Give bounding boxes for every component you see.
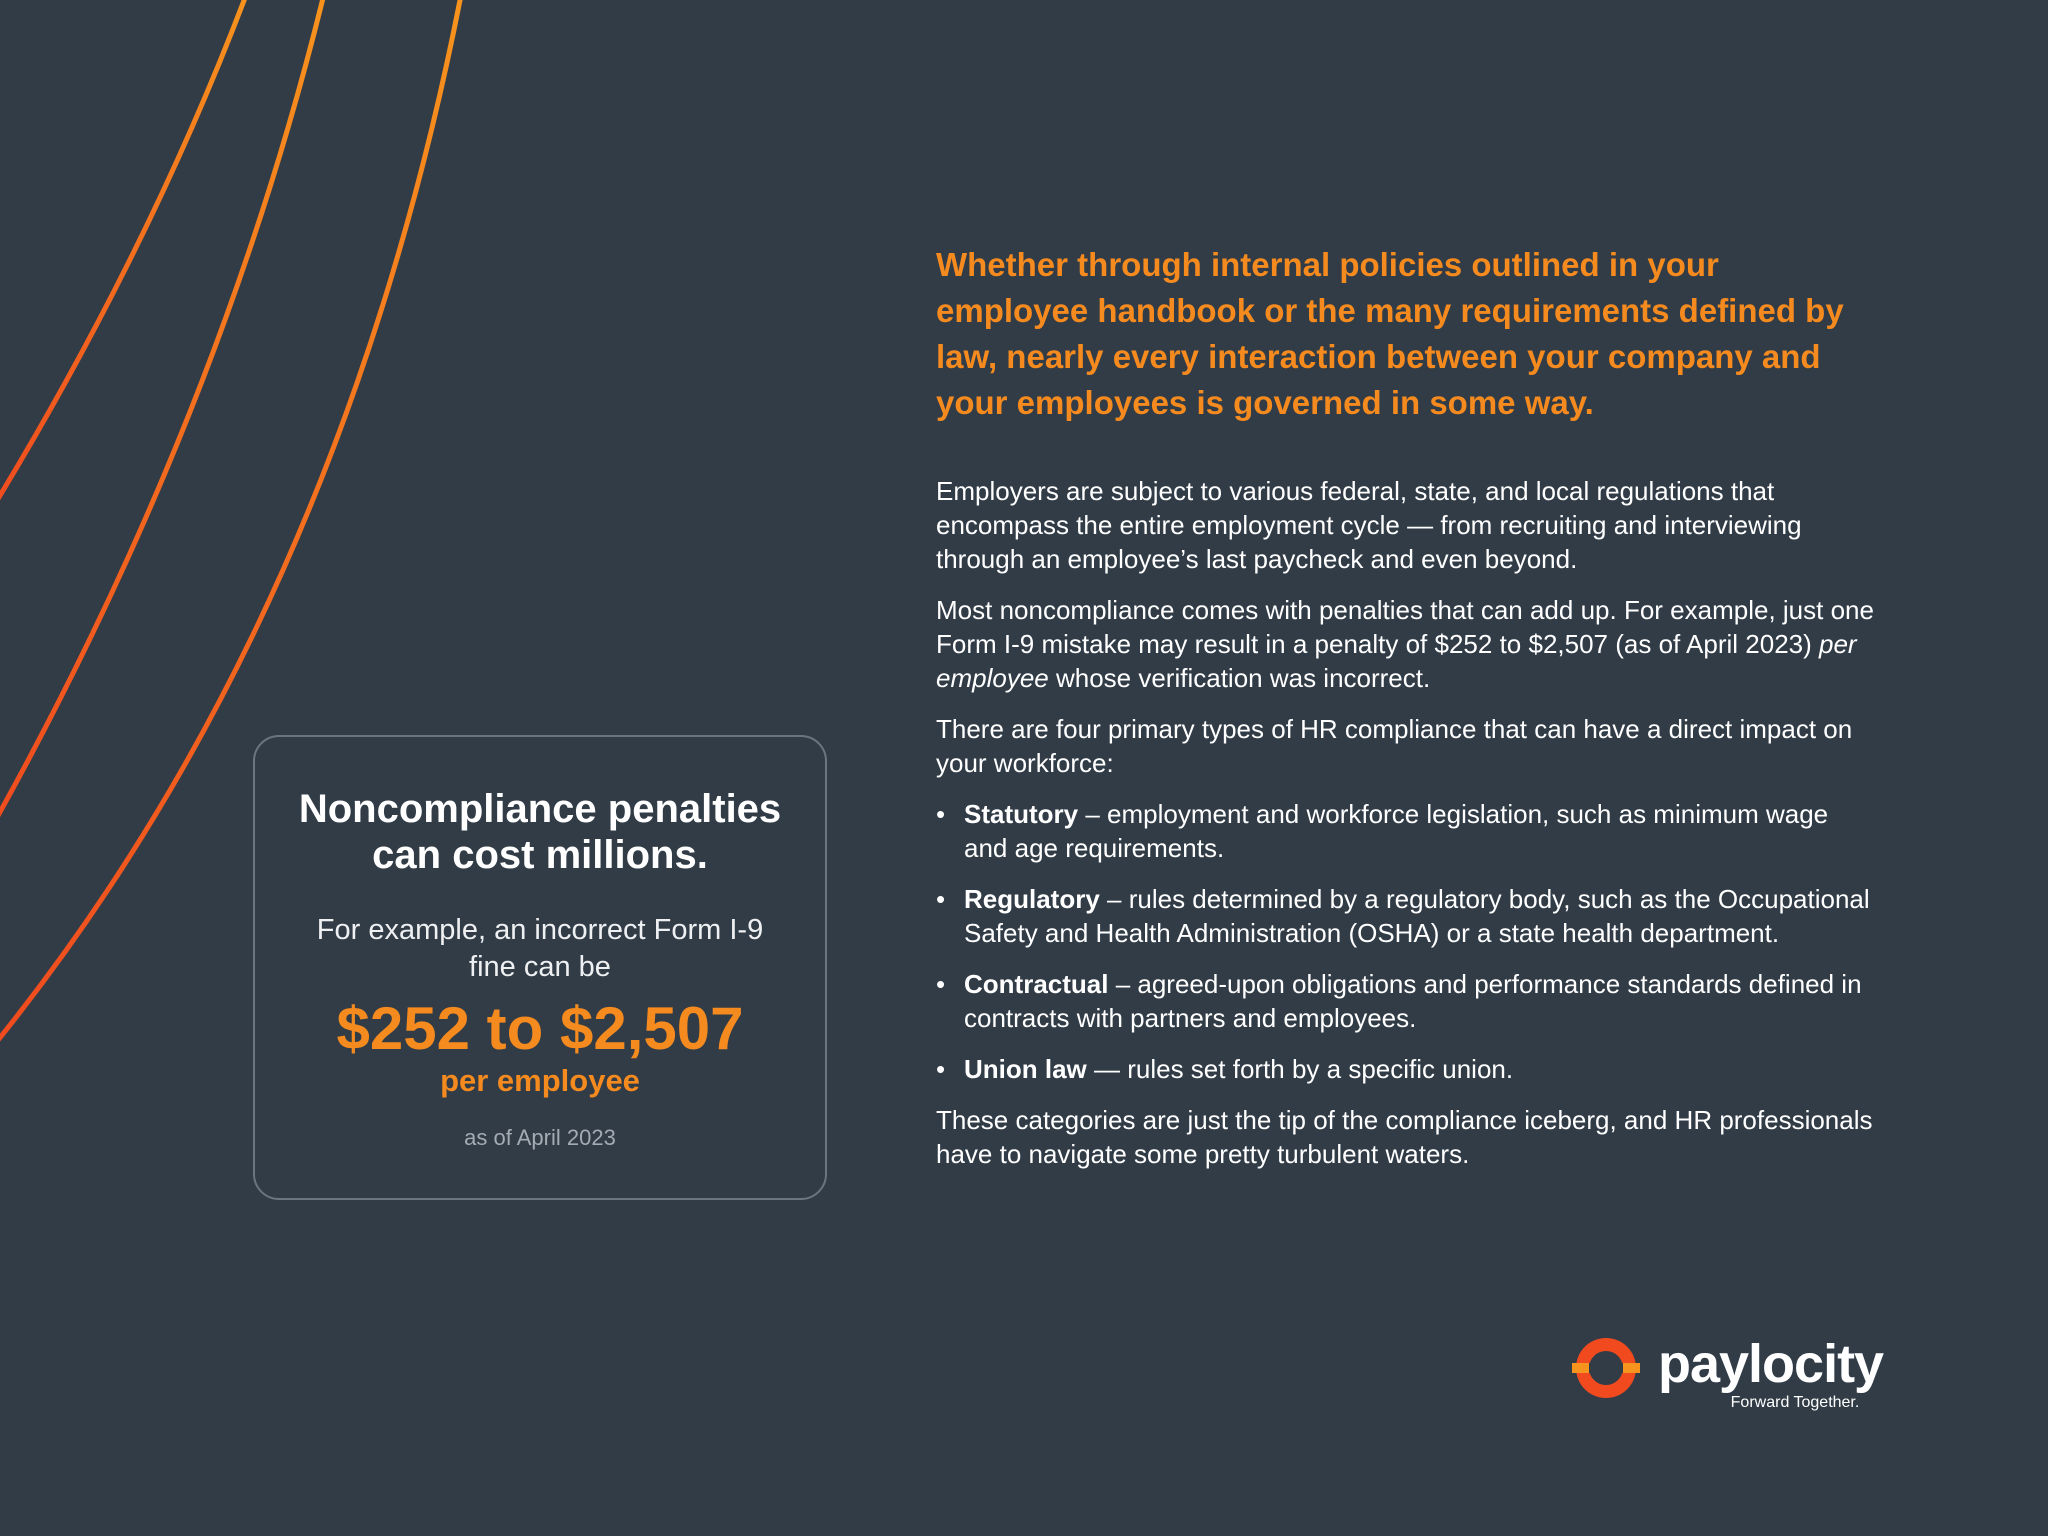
decorative-arc-1 (0, 0, 248, 512)
list-item-term: Statutory (964, 799, 1079, 829)
callout-amount: $252 to $2,507 (336, 995, 744, 1062)
penalty-callout-box (253, 735, 827, 1200)
bullet-icon: • (936, 1054, 946, 1084)
list-item-term: Contractual (964, 969, 1109, 999)
paylocity-logo-icon (1570, 1332, 1642, 1404)
list-item-term: Regulatory (964, 884, 1100, 914)
callout-intro: For example, an incorrect Form I-9 fine can be (316, 914, 764, 983)
callout-heading: Noncompliance penalties can cost millions. (298, 787, 782, 877)
list-item (936, 882, 1876, 950)
bullet-icon: • (936, 884, 946, 914)
paylocity-logo (1570, 1328, 1884, 1418)
callout-date-note: as of April 2023 (464, 1125, 616, 1150)
callout-unit: per employee (440, 1063, 640, 1098)
bullet-icon: • (936, 969, 946, 999)
list-item (936, 797, 1876, 865)
paragraph-four-types: There are four primary types of HR compliance that can have a direct impact on your workforce: (936, 714, 1853, 778)
paragraph-closing: These categories are just the tip of the compliance iceberg, and HR professionals have to navigate some pretty turbulent waters. (936, 1105, 1873, 1169)
paragraph-noncompliance-tail: whose verification was incorrect. (1048, 663, 1431, 693)
brand-tagline: Forward Together. (1730, 1394, 1860, 1411)
lead-statement: Whether through internal policies outlined in your employee handbook or the many requirements defined by law, nearly every interaction between your company and your employees is governed in some way. (936, 246, 1844, 421)
list-item-desc: – rules determined by a regulatory body, such as the Occupational Safety and Health Administration (OSHA) or a state health department. (964, 884, 1870, 948)
list-item-term: Union law (964, 1054, 1087, 1084)
list-item-desc: — rules set forth by a specific union. (1086, 1054, 1514, 1084)
main-content (936, 242, 1876, 1171)
paragraph-employers: Employers are subject to various federal, state, and local regulations that encompass the entire employment cycle — from recruiting and interviewing through an employee’s last paycheck and even beyond. (936, 476, 1802, 574)
list-item (936, 1052, 1876, 1086)
compliance-types-list (936, 797, 1876, 1086)
paragraph-noncompliance (936, 593, 1876, 695)
paragraph-noncompliance-text: Most noncompliance comes with penalties that can add up. For example, just one Form I-9 mistake may result in a penalty of $252 to $2,507 (as of April 2023) (936, 595, 1874, 659)
list-item-desc: – employment and workforce legislation, such as minimum wage and age requirements. (964, 799, 1829, 863)
list-item-desc: – agreed-upon obligations and performance standards defined in contracts with partners and employees. (964, 969, 1862, 1033)
bullet-icon: • (936, 799, 946, 829)
paragraph-noncompliance-emphasis: per employee (936, 629, 1857, 693)
list-item (936, 967, 1876, 1035)
brand-name: paylocity (1658, 1334, 1884, 1394)
